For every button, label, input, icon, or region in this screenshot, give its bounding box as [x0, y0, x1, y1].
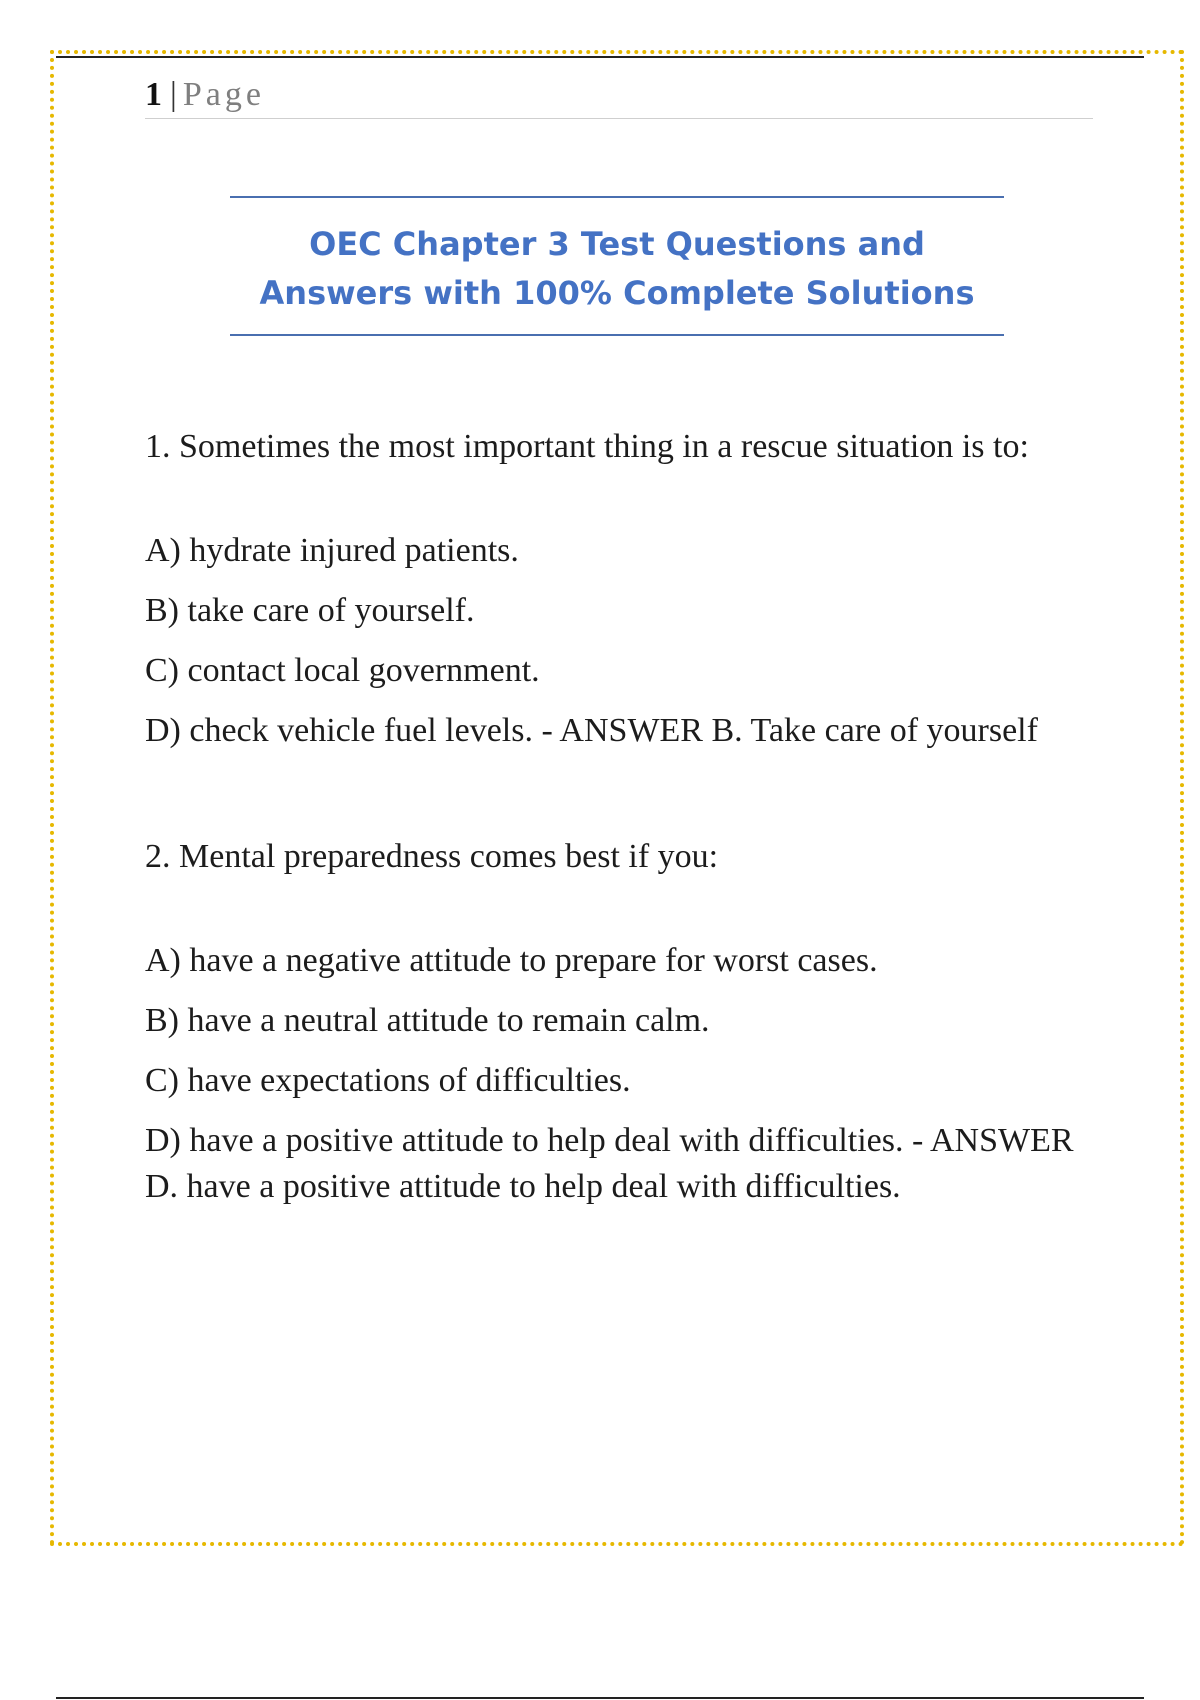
top-rule	[56, 56, 1144, 58]
page-label: Page	[182, 76, 265, 113]
page-number: 1	[145, 76, 162, 113]
question-block-2	[145, 834, 1100, 1210]
question-text: 1. Sometimes the most important thing in a rescue situation is to:	[145, 428, 1029, 465]
document-title-block	[230, 196, 1004, 336]
answer-option-with-answer: D) check vehicle fuel levels. - ANSWER B. Take care of yourself	[145, 712, 1038, 749]
questions-content	[145, 424, 1100, 1224]
question-block-1	[145, 424, 1100, 754]
answer-option-with-answer: D) have a positive attitude to help deal with difficulties. - ANSWER D. have a positive attitude to help deal with difficulties.	[145, 1122, 1074, 1205]
answer-option: A) hydrate injured patients.	[145, 532, 519, 569]
next-page-top-rule	[56, 1697, 1144, 1699]
answer-option: C) contact local government.	[145, 652, 540, 689]
document-title-line-1: OEC Chapter 3 Test Questions and	[309, 225, 925, 263]
question-text: 2. Mental preparedness comes best if you:	[145, 838, 719, 875]
answer-option: B) take care of yourself.	[145, 592, 475, 629]
page-separator: |	[170, 76, 177, 113]
document-title-line-2: Answers with 100% Complete Solutions	[259, 274, 975, 312]
page-header	[145, 72, 1093, 119]
answer-option: A) have a negative attitude to prepare for worst cases.	[145, 942, 878, 979]
answer-option: C) have expectations of difficulties.	[145, 1062, 631, 1099]
answer-option: B) have a neutral attitude to remain calm.	[145, 1002, 710, 1039]
